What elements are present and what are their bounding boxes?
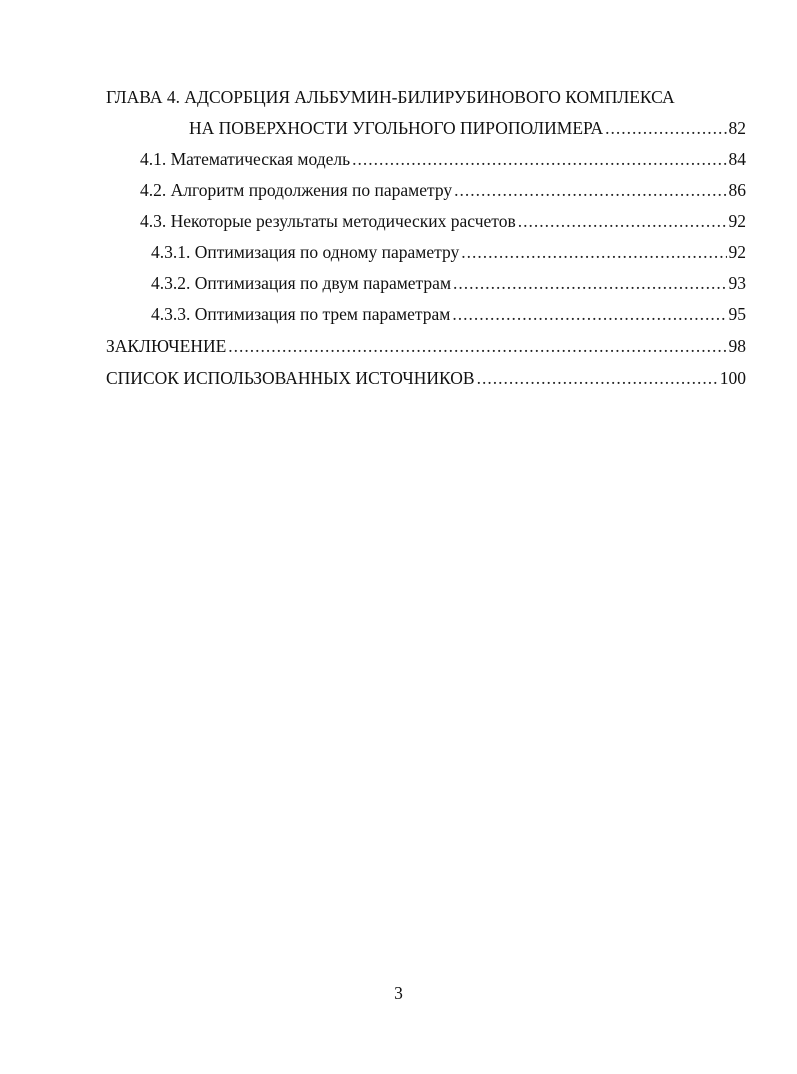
leader-dots	[605, 117, 726, 139]
leader-dots	[453, 272, 726, 294]
toc-entry-title: 4.3.1. Оптимизация по одному параметру	[151, 242, 460, 262]
toc-entry-references	[106, 367, 746, 389]
toc-entry-title: НА ПОВЕРХНОСТИ УГОЛЬНОГО ПИРОПОЛИМЕРА	[189, 118, 604, 138]
toc-entry-4-1	[140, 148, 746, 170]
leader-dots	[454, 179, 726, 201]
toc-entry-page: 92	[728, 211, 746, 231]
toc-entry-chapter-4	[189, 117, 746, 139]
leader-dots	[228, 335, 726, 357]
toc-entry-title: 4.2. Алгоритм продолжения по параметру	[140, 180, 453, 200]
toc-entry-page: 98	[728, 336, 746, 356]
chapter-4-title-line-1: ГЛАВА 4. АДСОРБЦИЯ АЛЬБУМИН-БИЛИРУБИНОВОГО КОМПЛЕКСА	[106, 87, 675, 107]
leader-dots	[352, 148, 726, 170]
toc-entry-4-3-1	[151, 241, 746, 263]
toc-entry-4-2	[140, 179, 746, 201]
toc-entry-conclusion	[106, 335, 746, 357]
leader-dots	[518, 210, 727, 232]
page-number: 3	[394, 983, 403, 1003]
toc-entry-page: 95	[728, 304, 746, 324]
toc-entry-4-3-3	[151, 303, 746, 325]
leader-dots	[461, 241, 726, 263]
toc-entry-page: 82	[728, 118, 746, 138]
toc-entry-page: 100	[719, 368, 746, 388]
toc-entry-title: 4.1. Математическая модель	[140, 149, 351, 169]
leader-dots	[452, 303, 726, 325]
toc-entry-page: 93	[728, 273, 746, 293]
toc-entry-title: 4.3.2. Оптимизация по двум параметрам	[151, 273, 452, 293]
toc-entry-page: 86	[728, 180, 746, 200]
toc-entry-4-3	[140, 210, 746, 232]
toc-entry-title: СПИСОК ИСПОЛЬЗОВАННЫХ ИСТОЧНИКОВ	[106, 368, 475, 388]
toc-entry-title: ЗАКЛЮЧЕНИЕ	[106, 336, 227, 356]
toc-entry-title: 4.3. Некоторые результаты методических расчетов	[140, 211, 516, 231]
leader-dots	[477, 367, 718, 389]
toc-entry-4-3-2	[151, 272, 746, 294]
toc-entry-page: 92	[728, 242, 746, 262]
toc-entry-title: 4.3.3. Оптимизация по трем параметрам	[151, 304, 451, 324]
toc-entry-page: 84	[728, 149, 746, 169]
